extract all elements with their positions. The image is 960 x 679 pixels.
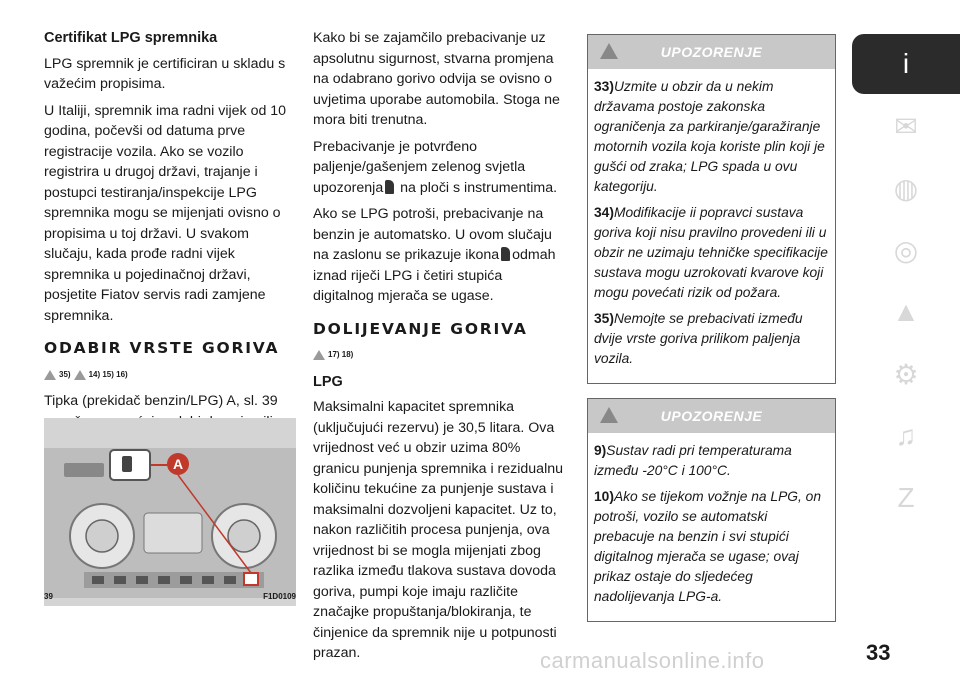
sidebar-tab[interactable] — [852, 468, 960, 528]
paragraph-text: Prebacivanje je potvrđeno paljenje/gašenjem zelenog svjetla upozorenja — [313, 138, 526, 196]
paragraph-text: Ako se LPG potroši, prebacivanje na benzin je automatsko. U ovom slučaju na zaslonu se prikazuje ikona — [313, 206, 552, 263]
warning-title: UPOZORENJE — [660, 407, 763, 424]
watermark: carmanualsonline.info — [540, 648, 765, 673]
warning-title: UPOZORENJE — [660, 43, 763, 60]
warning-item-text: Sustav radi pri temperaturama između -20°C i 100°C. — [594, 443, 792, 478]
column-left — [44, 28, 296, 459]
warning-references — [313, 345, 565, 366]
column-right — [587, 34, 836, 636]
warning-lights-icon: ✉ — [894, 110, 918, 142]
warning-item-text: Nemojte se prebacivati između dvije vrste goriva prilikom paljenja vozila. — [594, 311, 803, 366]
ref-number: 14) 15) 16) — [88, 369, 128, 379]
lpg-certificate-heading: Certifikat LPG spremnika — [44, 30, 218, 46]
dashboard-switch-illustration — [44, 418, 296, 606]
section-title-fuel-selection: ODABIR VRSTE GORIVA — [44, 339, 280, 357]
page-number: 33 — [866, 640, 891, 665]
figure-code: F1D0109 — [263, 592, 296, 601]
sidebar-tab[interactable] — [852, 220, 960, 280]
paragraph: Maksimalni kapacitet spremnika (uključujući rezervu) je 30,5 litara. Ova vrijednost već u obzir uzima 80% granicu punjenja spremnika i rezidualnu količinu tekućine za punjenje sustava i maksimalni dozvoljeni kapacitet. Uz to, nakon različitih procesa punjenja, ova vrijednost bi se mogla mijenjati zbog razlika između tlakova sustava dovoda goriva, pumpi koje imaju različite značajke propuštanja/blokiranja, te činjenice da spremnik nije u potpunosti prazan. — [313, 399, 564, 661]
warning-header — [588, 399, 835, 433]
paragraph: LPG spremnik je certificiran u skladu s važećim propisima. — [44, 55, 286, 92]
sidebar-tab[interactable] — [852, 158, 960, 218]
warning-item — [594, 203, 829, 303]
paragraph — [313, 137, 565, 199]
warning-body — [588, 433, 835, 621]
sidebar-tab[interactable] — [852, 96, 960, 156]
warning-body — [588, 69, 835, 383]
car-info-icon: i — [902, 48, 910, 79]
index-letters-icon: Z — [897, 482, 915, 513]
sidebar-tab[interactable] — [852, 344, 960, 404]
chapter-sidebar — [852, 34, 960, 530]
warning-item — [594, 441, 829, 481]
warning-item — [594, 309, 829, 369]
paragraph-text: odmah iznad riječi LPG i četiri stupića digitalnog mjerača se ugase. — [313, 247, 556, 304]
warning-item-number: 33) — [594, 79, 614, 94]
sidebar-tab[interactable] — [852, 282, 960, 342]
warning-item-number: 35) — [594, 311, 614, 326]
paragraph: Tipka (prekidač benzin/LPG) A, sl. 39 — [44, 393, 278, 409]
figure-caption — [44, 592, 296, 601]
warning-item — [594, 487, 829, 607]
sidebar-tab[interactable] — [852, 34, 960, 94]
warning-item-text: Uzmite u obzir da u nekim državama postoje zakonska ograničenja za parkiranje/garažiranje motornih vozila koja koriste plin koji je gušći od zraka; LPG spada u ovu kategoriju. — [594, 79, 825, 194]
callout-a: A — [172, 456, 184, 472]
warning-triangle-icon — [44, 370, 56, 380]
dashboard-figure — [44, 418, 296, 606]
ref-number: 35) — [59, 369, 71, 379]
section-title-refueling: DOLIJEVANJE GORIVA — [313, 319, 528, 338]
sidebar-tab[interactable] — [852, 406, 960, 466]
warning-triangle-icon — [74, 370, 86, 380]
lpg-subheading: LPG — [313, 373, 343, 390]
warning-item-number: 34) — [594, 205, 614, 220]
warning-header — [588, 35, 835, 69]
warning-item-number: 10) — [594, 489, 614, 504]
ref-number: 17) 18) — [328, 350, 354, 359]
seat-belt-icon: ◍ — [893, 172, 919, 204]
lpg-warning-light-icon — [385, 180, 394, 194]
paragraph: U Italiji, spremnik ima radni vijek od 10 godina, počevši od datuma prve registracije vozila. Ako se vozilo registrira u drugoj državi, trajanje i postupci testiranja/inspekcije LPG spremnika mogu se mijenjati ovisno o propisima u toj državi. U svakom slučaju, kada prođe radni vijek spremnika u pojedinačnoj državi, posjetite Fiatov servis radi zamjene spremnika. — [44, 102, 287, 324]
paragraph: Kako bi se zajamčilo prebacivanje uz apsolutnu sigurnost, stvarna promjena na odabrano gorivo odvija se ovisno o uvjetima uporabe automobila. Stoga ne mora biti trenutna. — [313, 30, 560, 128]
fuel-pump-icon — [501, 247, 510, 261]
steering-wheel-icon: ◎ — [893, 234, 919, 266]
figure-number: 39 — [44, 592, 53, 601]
warning-references — [44, 365, 296, 386]
warning-item-text: Ako se tijekom vožnje na LPG, on potroši, vozilo se automatski prebacuje na benzin i svi stupići digitalnog mjerača se ugase; ovaj prikaz ostaje do sljedećeg nadolijevanja LPG-a. — [594, 489, 822, 604]
paragraph — [313, 204, 565, 307]
column-middle — [313, 28, 565, 670]
warning-box — [587, 34, 836, 384]
service-gears-icon: ⚙ — [893, 358, 919, 390]
road-hazard-icon: ▲ — [892, 296, 920, 327]
warning-item — [594, 77, 829, 197]
warning-item-text: Modifikacije ii popravci sustava goriva koji nisu pravilno provedeni ili u obzir ne uzimaju tehničke specifikacije sustava mogu uzrokovati kvarove koji mogu povećati rizik od požara. — [594, 205, 828, 300]
warning-triangle-icon — [313, 350, 325, 360]
warning-box — [587, 398, 836, 622]
paragraph-text: na ploči s instrumentima. — [400, 179, 558, 196]
warning-item-number: 9) — [594, 443, 607, 458]
multimedia-icon: ♫ — [895, 420, 917, 451]
